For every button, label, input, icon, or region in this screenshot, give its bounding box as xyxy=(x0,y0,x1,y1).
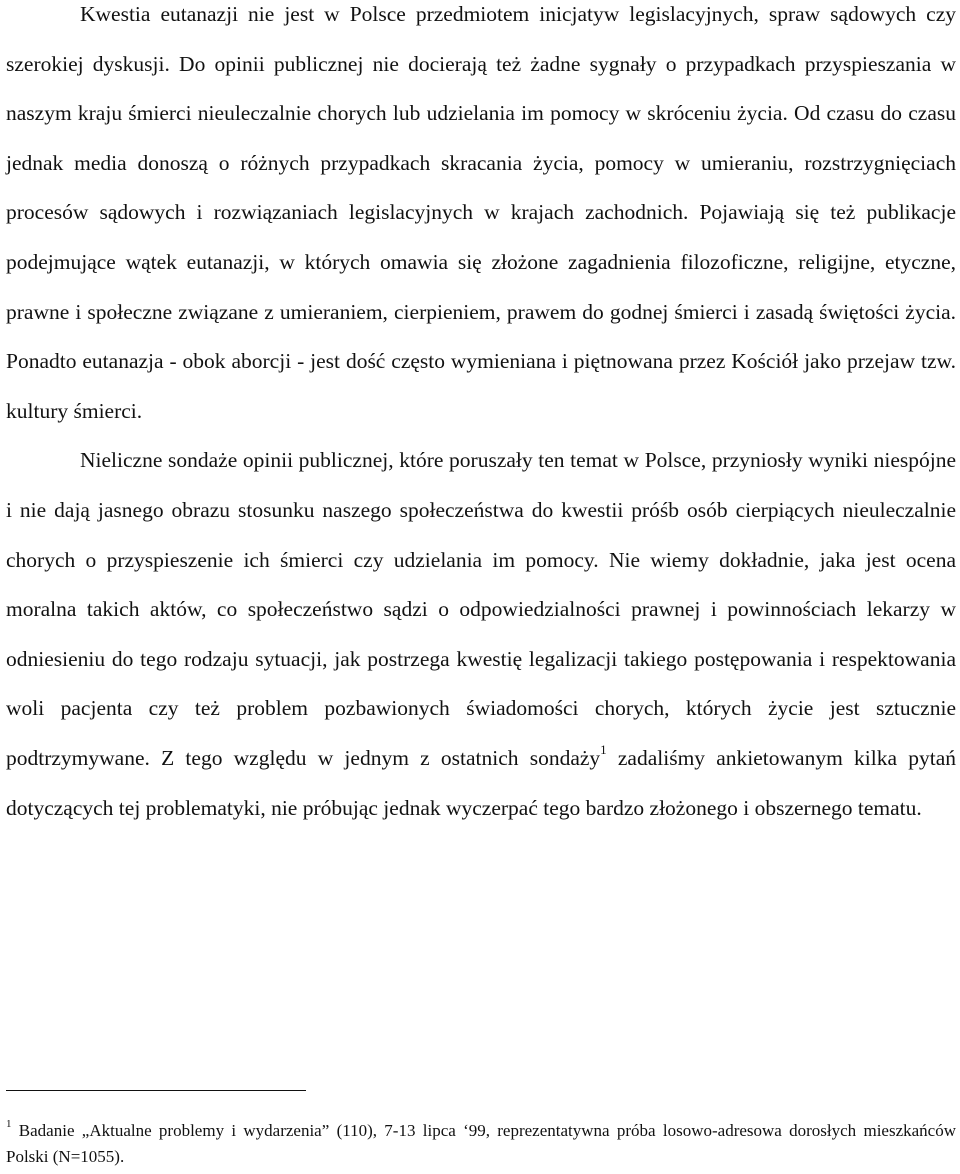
paragraph-2-text-after: zadaliśmy ankietowanym kilka pytań dotyczących tej problematyki, nie próbując jednak wyczerpać tego bardzo złożonego i obszernego tematu. xyxy=(6,745,956,820)
footnote-marker: 1 xyxy=(6,1118,12,1131)
paragraph-2-text-before: Nieliczne sondaże opinii publicznej, które poruszały ten temat w Polsce, przyniosły wyniki niespójne i nie dają jasnego obrazu stosunku naszego społeczeństwa do kwestii próśb osób cierpiących nieuleczalnie chorych o przyspieszenie ich śmierci czy udzielania im pomocy. Nie wiemy dokładnie, jaka jest ocena moralna takich aktów, co społeczeństwo sądzi o odpowiedzialności prawnej i powinnościach lekarzy w odniesieniu do tego rodzaju sytuacji, jak postrzega kwestię legalizacji takiego postępowania i respektowania woli pacjenta czy też problem pozbawionych świadomości chorych, których życie jest sztucznie podtrzymywane. Z tego względu w jednym z ostatnich sondaży xyxy=(6,448,956,770)
footnote-separator xyxy=(6,1090,306,1091)
document-body xyxy=(6,0,956,833)
footnote xyxy=(6,1118,956,1170)
footnote-text: Badanie „Aktualne problemy i wydarzenia” (110), 7-13 lipca ‘99, reprezentatywna próba losowo-adresowa dorosłych mieszkańców Polski (N=1055). xyxy=(6,1121,956,1166)
paragraph-2 xyxy=(6,436,956,833)
paragraph-1 xyxy=(6,0,956,436)
paragraph-1-text: Kwestia eutanazji nie jest w Polsce przedmiotem inicjatyw legislacyjnych, spraw sądowych czy szerokiej dyskusji. Do opinii publicznej nie docierają też żadne sygnały o przypadkach przyspieszania w naszym kraju śmierci nieuleczalnie chorych lub udzielania im pomocy w skróceniu życia. Od czasu do czasu jednak media donoszą o różnych przypadkach skracania życia, pomocy w umieraniu, rozstrzygnięciach procesów sądowych i rozwiązaniach legislacyjnych w krajach zachodnich. Pojawiają się też publikacje podejmujące wątek eutanazji, w których omawia się złożone zagadnienia filozoficzne, religijne, etyczne, prawne i społeczne związane z umieraniem, cierpieniem, prawem do godnej śmierci i zasadą świętości życia. Ponadto eutanazja - obok aborcji - jest dość często wymieniana i piętnowana przez Kościół jako przejaw tzw. kultury śmierci. xyxy=(6,2,956,423)
footnote-reference: 1 xyxy=(600,741,607,757)
